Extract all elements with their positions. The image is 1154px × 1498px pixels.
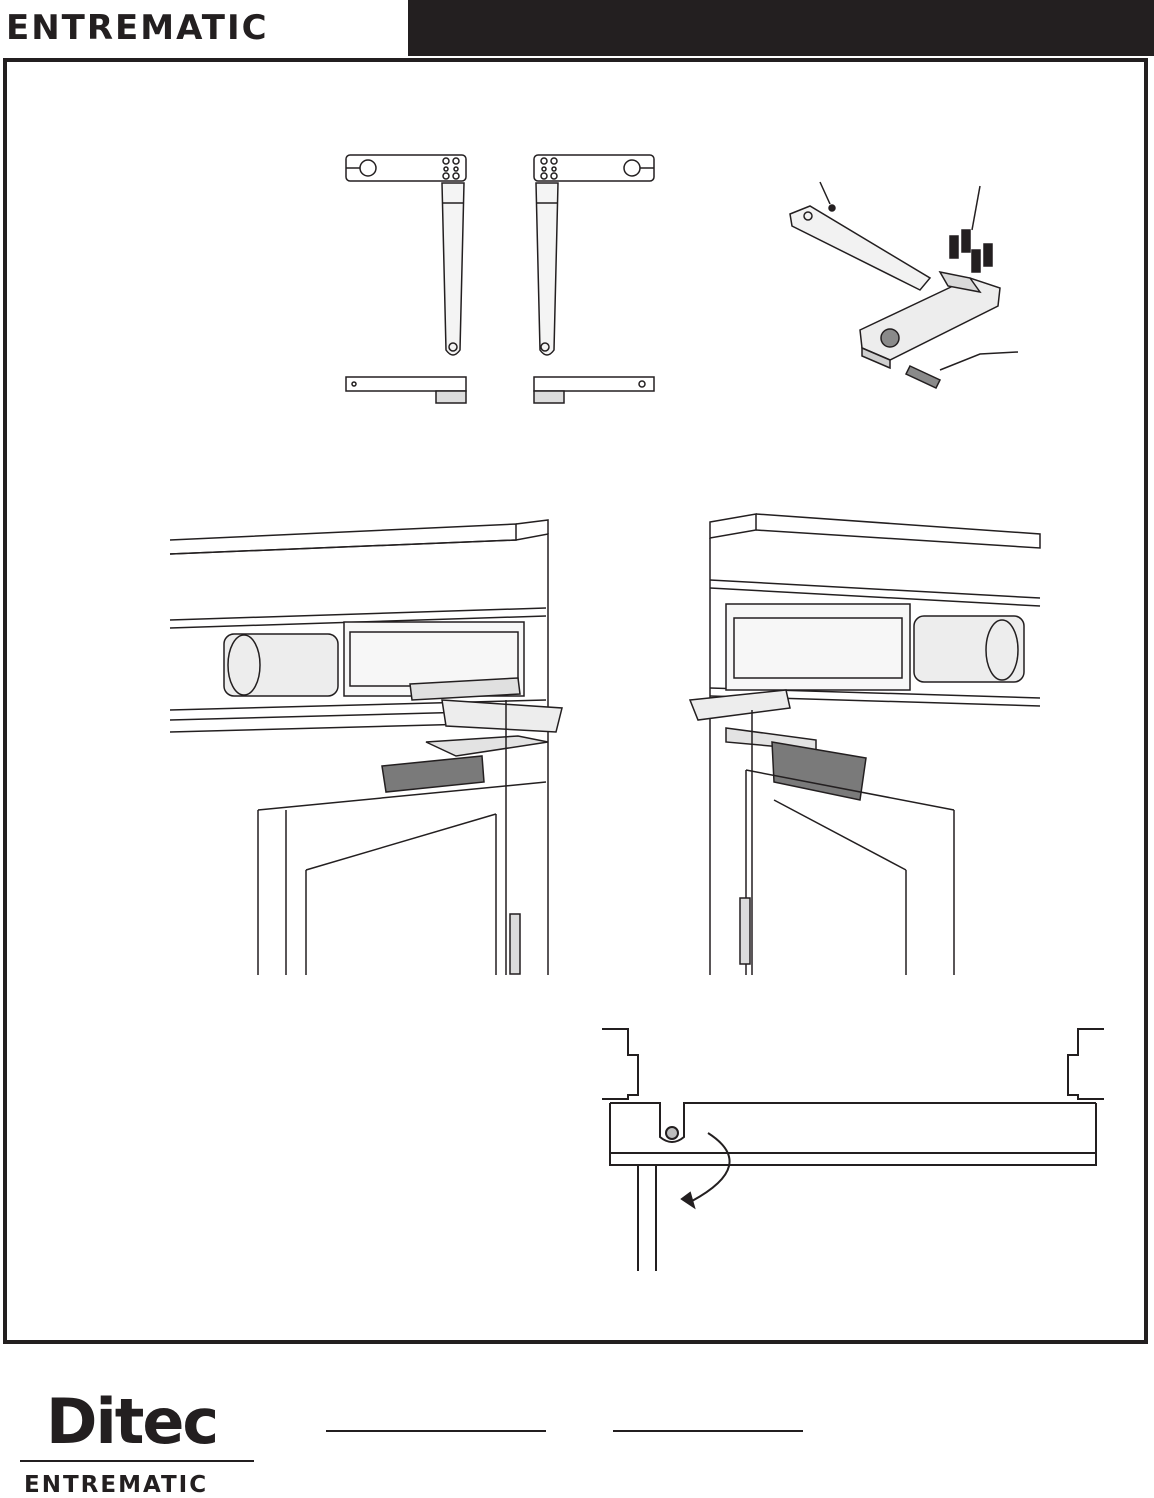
ditec-logo: Ditec [46,1385,218,1458]
arm-isometric-assembly [780,170,1030,400]
entrematic-logo-bottom: ENTREMATIC [24,1472,209,1498]
signature-line-1 [326,1430,546,1432]
right-operator-installation [690,510,1050,975]
logo-divider [20,1460,254,1462]
header-bar [408,0,1154,56]
left-operator-installation [166,510,556,975]
arm-orthographic-views [330,145,670,415]
signature-line-2 [613,1430,803,1432]
plan-section-view [598,1025,1108,1275]
entrematic-logo-top: ENTREMATIC [6,8,269,48]
